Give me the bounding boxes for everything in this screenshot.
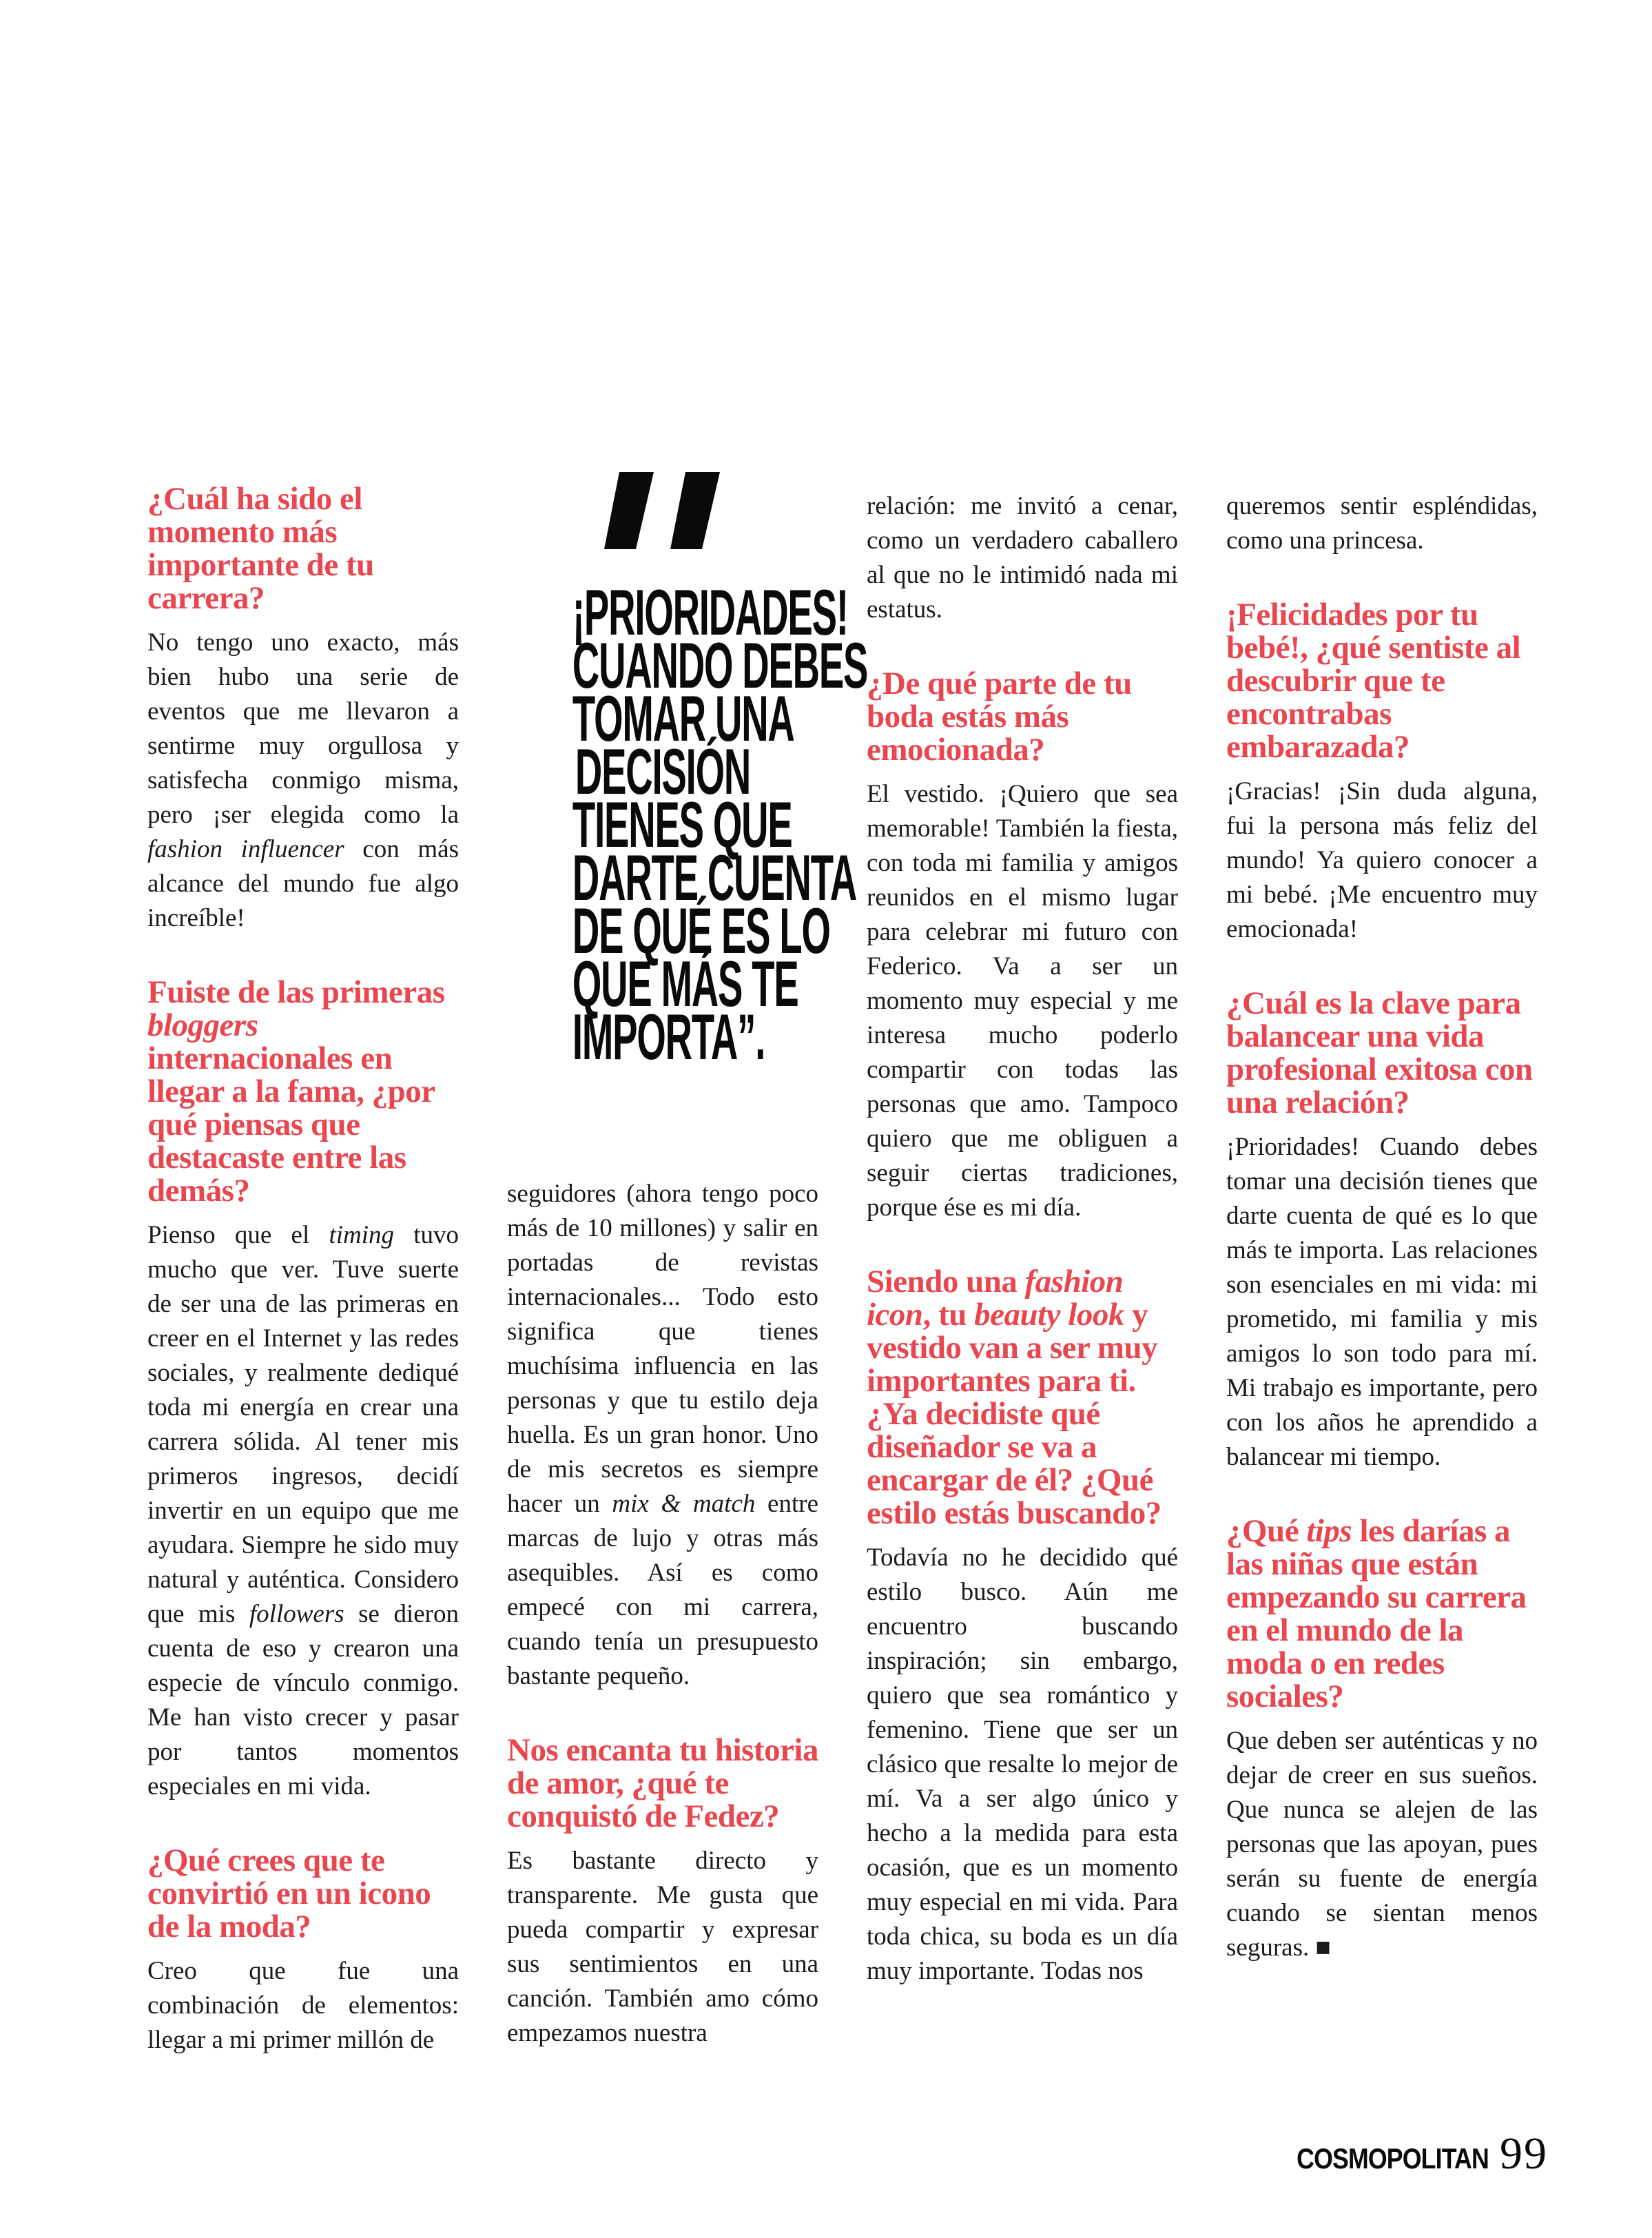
- text-run: Siendo una: [867, 1264, 1025, 1300]
- text-run: entre marcas de lujo y otras más asequibles. Así es como empecé con mi carrera, cuando tenía un presupuesto bastante pequeño.: [507, 1490, 819, 1690]
- question-heading: [1226, 1515, 1538, 1713]
- text-column-1: [147, 455, 459, 2057]
- body-paragraph: [1226, 1130, 1538, 1475]
- text-run: les darías a las niñas que están empezando su carrera en el mundo de la moda o en redes sociales?: [1226, 1513, 1527, 1714]
- text-run: internacionales en llegar a la fama, ¿por qué piensas que destacaste entre las demás?: [147, 1040, 435, 1209]
- pull-quote-line: DE QUÉ ES LO: [572, 894, 830, 967]
- pull-quote-line: CUANDO DEBES: [572, 629, 868, 701]
- body-paragraph: [147, 626, 459, 936]
- text-run: con más alcance del mundo fue algo increíble!: [147, 835, 459, 932]
- body-paragraph: [867, 489, 1178, 627]
- italic-text: timing: [329, 1221, 394, 1249]
- body-paragraph: [867, 777, 1178, 1225]
- text-run: El vestido. ¡Quiero que sea memorable! También la fiesta, con toda mi familia y amigos reunidos en el mismo lugar para celebrar mi futuro con Federico. Va a ser un momento muy especial y me interesa mucho poderlo compartir con todas las personas que amo. Tampoco quiero que me obliguen a seguir ciertas tradiciones, porque ése es mi día.: [867, 780, 1178, 1222]
- italic-text: mix & match: [612, 1490, 756, 1518]
- text-run: queremos sentir espléndidas, como una princesa.: [1226, 492, 1538, 555]
- question-heading: [867, 1265, 1178, 1530]
- text-run: seguidores (ahora tengo poco más de 10 millones) y salir en portadas de revistas internacionales... Todo esto significa que tienes muchísima influencia en las personas y que tu estilo deja huella. Es un gran honor. Uno de mis secretos es siempre hacer un: [507, 1180, 818, 1518]
- question-heading: [147, 1844, 459, 1943]
- body-paragraph: [507, 1177, 818, 1694]
- body-paragraph: [147, 1954, 459, 2057]
- question-heading: [147, 976, 459, 1207]
- text-run: ¿De qué parte de tu boda estás más emocionada?: [867, 666, 1132, 768]
- text-run: Todavía no he decidido qué estilo busco. Aún me encuentro buscando inspiración; sin embargo, quiero que sea romántico y femenino. Tiene que ser un clásico que resalte lo mejor de mí. Va a ser algo único y hecho a la medida para esta ocasión, que es un momento muy especial en mi vida. Para toda chica, su boda es un día muy importante. Todas nos: [867, 1543, 1178, 1985]
- page-footer: [1263, 2128, 1548, 2179]
- italic-text: fashion influencer: [147, 835, 344, 863]
- text-run: Fuiste de las primeras: [147, 974, 445, 1010]
- body-paragraph: [1226, 489, 1538, 558]
- text-run: ¡Gracias! ¡Sin duda alguna, fui la persona más feliz del mundo! Ya quiero conocer a mi bebé. ¡Me encuentro muy emocionada!: [1226, 777, 1538, 943]
- pull-quote-line: DARTE CUENTA: [572, 841, 857, 914]
- pull-quote-line: TOMAR UNA: [572, 682, 794, 754]
- text-run: ¡Prioridades! Cuando debes tomar una decisión tienes que darte cuenta de qué es lo que más te importa. Las relaciones son esenciales en mi vida: mi prometido, mi familia y mis amigos lo son todo para mí. Mi trabajo es importante, pero con los años he aprendido a balancear mi tiempo.: [1226, 1133, 1538, 1471]
- body-paragraph: [507, 1844, 818, 2051]
- text-run: ¡Felicidades por tu bebé!, ¿qué sentiste al descubrir que te encontrabas embarazada?: [1226, 597, 1521, 765]
- text-run: ¿Qué crees que te convirtió en un icono de la moda?: [147, 1842, 431, 1944]
- text-run: Es bastante directo y transparente. Me gusta que pueda compartir y expresar sus sentimientos en una canción. También amo cómo empezamos nuestra: [507, 1847, 818, 2047]
- text-run: se dieron cuenta de eso y crearon una especie de vínculo conmigo. Me han visto crecer y pasar por tantos momentos especiales en mi vida.: [147, 1600, 459, 1800]
- body-paragraph: [147, 1218, 459, 1804]
- pull-quote-line: IMPORTA”.: [572, 1000, 765, 1073]
- body-paragraph: [1226, 774, 1538, 947]
- text-run: Pienso que el: [147, 1221, 329, 1249]
- italic-text: followers: [249, 1600, 344, 1628]
- open-double-quote-icon: [604, 472, 721, 551]
- italic-text: bloggers: [147, 1007, 258, 1043]
- pull-quote-line: QUE MÁS TE: [572, 947, 798, 1020]
- text-column-4: [1226, 455, 1538, 1965]
- text-column-2: [507, 455, 868, 2051]
- text-run: Nos encanta tu historia de amor, ¿qué te conquistó de Fedez?: [507, 1732, 818, 1834]
- text-run: tuvo mucho que ver. Tuve suerte de ser una de las primeras en creer en el Internet y las redes sociales, y realmente dediqué toda mi energía en crear una carrera sólida. Al tener mis primeros ingresos, decidí invertir en un equipo que me ayudara. Siempre he sido muy natural y auténtica. Considero que mis: [147, 1221, 459, 1628]
- magazine-brand: COSMOPOLITAN: [1297, 2142, 1489, 2175]
- text-run: relación: me invitó a cenar, como un verdadero caballero al que no le intimidó nada mi estatus.: [867, 492, 1178, 624]
- page-number: 99: [1500, 2128, 1548, 2179]
- question-heading: [1226, 598, 1538, 763]
- text-run: Que deben ser auténticas y no dejar de creer en sus sueños. Que nunca se alejen de las personas que las apoyan, pues serán su fuente de energía cuando se sientan menos seguras. ■: [1226, 1727, 1538, 1962]
- italic-text: beauty look: [974, 1297, 1124, 1333]
- question-heading: [867, 667, 1178, 766]
- pull-quote-line: ¡PRIORIDADES!: [572, 576, 848, 648]
- question-heading: [147, 482, 459, 615]
- text-run: Creo que fue una combinación de elementos: llegar a mi primer millón de: [147, 1957, 459, 2054]
- pull-quote: [507, 576, 868, 1073]
- text-run: No tengo uno exacto, más bien hubo una serie de eventos que me llevaron a sentirme muy orgullosa y satisfecha conmigo misma, pero ¡ser elegida como la: [147, 628, 459, 829]
- question-heading: [507, 1734, 818, 1833]
- text-run: ¿Cuál ha sido el momento más importante de tu carrera?: [147, 481, 374, 616]
- pull-quote-line: TIENES QUE: [572, 788, 792, 861]
- question-heading: [1226, 987, 1538, 1119]
- text-run: y vestido van a ser muy importantes para ti. ¿Ya decidiste qué diseñador se va a encargar de él? ¿Qué estilo estás buscando?: [867, 1297, 1161, 1531]
- italic-text: fashion icon: [867, 1264, 1124, 1333]
- text-column-3: [867, 455, 1178, 1989]
- text-run: ¿Cuál es la clave para balancear una vida profesional exitosa con una relación?: [1226, 985, 1533, 1120]
- body-paragraph: [867, 1541, 1178, 1989]
- pull-quote-line: DECISIÓN: [575, 735, 751, 808]
- text-run: , tu: [922, 1297, 975, 1333]
- text-run: ¿Qué: [1226, 1513, 1307, 1549]
- italic-text: tips: [1306, 1513, 1352, 1549]
- body-paragraph: [1226, 1724, 1538, 1965]
